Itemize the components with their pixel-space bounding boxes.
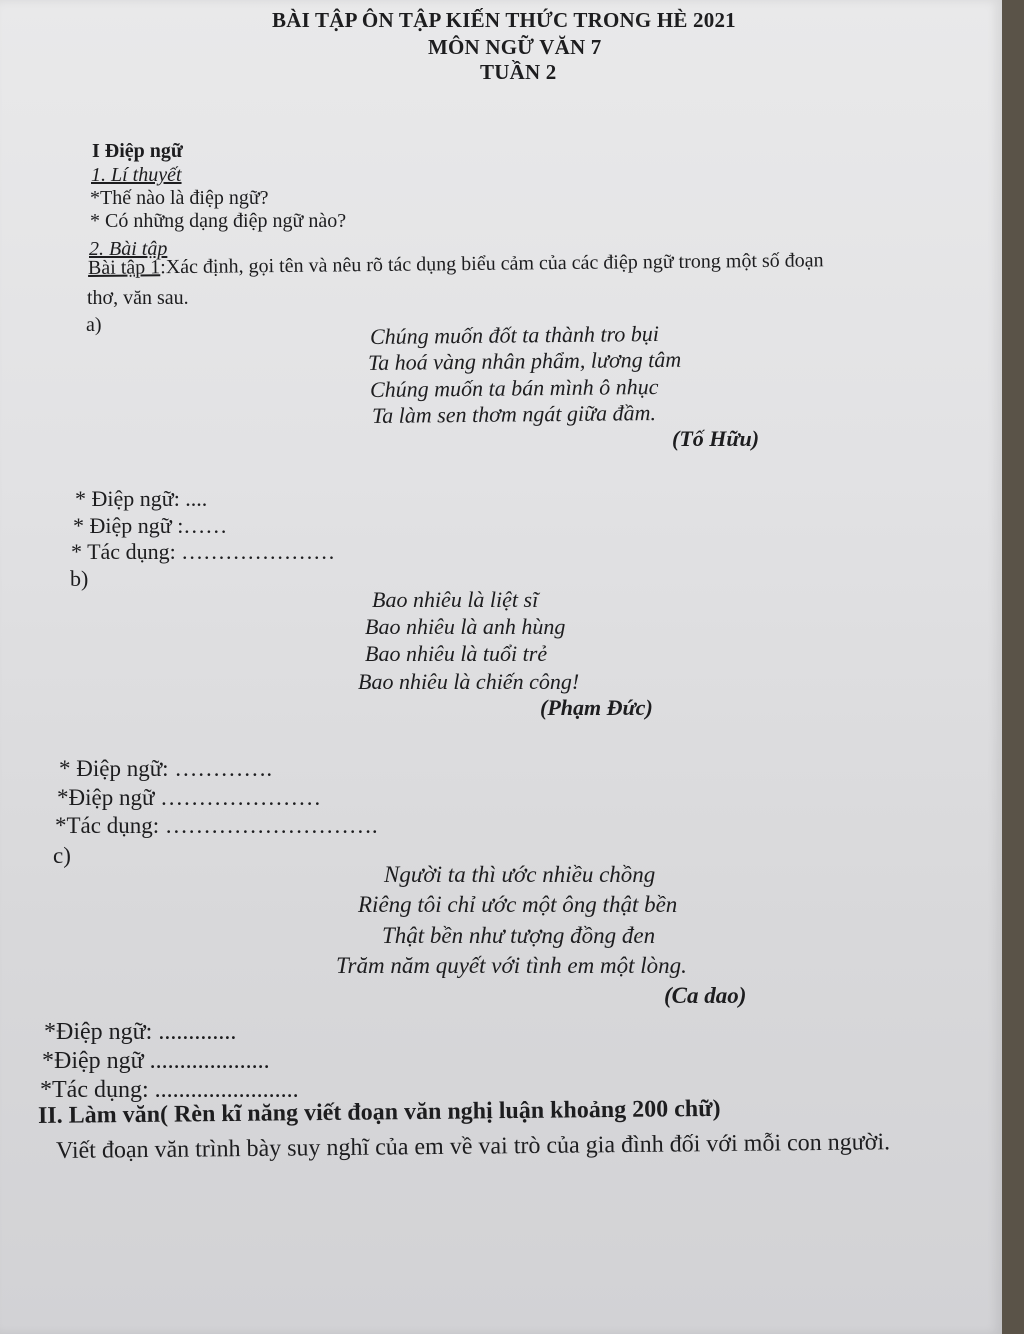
theory-question: * Có những dạng điệp ngữ nào?: [90, 210, 347, 232]
week-title: TUẦN 2: [480, 60, 557, 84]
answer-line: * Điệp ngữ :……: [73, 513, 228, 538]
section-heading: I Điệp ngữ: [92, 140, 183, 162]
poem-line: Chúng muốn đốt ta thành tro bụi: [369, 320, 659, 349]
answer-line: *Tác dụng: ……………………….: [55, 813, 378, 838]
answer-line: *Điệp ngữ: .............: [44, 1019, 237, 1045]
poem-line: Riêng tôi chỉ ước một ông thật bền: [358, 892, 678, 917]
part-label: c): [53, 843, 71, 868]
exercise-text: :Xác định, gọi tên và nêu rõ tác dụng biểu cảm của các điệp ngữ trong một số đoạn: [160, 249, 824, 279]
poem-line: Ta làm sen thơm ngát giữa đầm.: [371, 400, 657, 428]
poem-line: Trăm năm quyết với tình em một lòng.: [336, 953, 687, 978]
exercise-instruction: [88, 249, 824, 280]
poem-line: Bao nhiêu là liệt sĩ: [372, 587, 539, 612]
poem-line: Thật bền như tượng đồng đen: [382, 923, 656, 948]
poem-line: Ta hoá vàng nhân phẩm, lương tâm: [367, 346, 682, 375]
theory-question: *Thế nào là điệp ngữ?: [90, 187, 269, 209]
page-title: BÀI TẬP ÔN TẬP KIẾN THỨC TRONG HÈ 2021: [272, 8, 736, 32]
answer-line: * Điệp ngữ: ………….: [59, 756, 273, 781]
exercise-instruction-cont: thơ, văn sau.: [87, 287, 189, 309]
theory-heading: 1. Lí thuyết: [91, 164, 182, 186]
poem-line: Chúng muốn ta bán mình ô nhục: [369, 373, 659, 402]
poem-line: Bao nhiêu là chiến công!: [358, 669, 580, 694]
poem-author: (Tố Hữu): [672, 426, 760, 451]
poem-line: Bao nhiêu là anh hùng: [365, 614, 566, 639]
answer-line: * Điệp ngữ: ....: [75, 486, 208, 511]
poem-line: Bao nhiêu là tuổi trẻ: [365, 641, 548, 666]
exercise-heading: 2. Bài tập: [89, 238, 168, 260]
essay-prompt: Viết đoạn văn trình bày suy nghĩ của em về vai trò của gia đình đối với mỗi con người.: [55, 1129, 891, 1164]
poem-author: (Phạm Đức): [540, 695, 653, 720]
poem-author: (Ca dao): [664, 983, 747, 1008]
answer-line: *Điệp ngữ …………………: [57, 785, 322, 810]
answer-line: *Điệp ngữ ....................: [42, 1048, 270, 1074]
answer-line: *Tác dụng: ........................: [40, 1077, 299, 1103]
section-heading: II. Làm văn( Rèn kĩ năng viết đoạn văn nghị luận khoảng 200 chữ): [37, 1095, 721, 1129]
part-label: a): [86, 314, 102, 336]
subject-title: MÔN NGỮ VĂN 7: [428, 35, 602, 59]
poem-line: Người ta thì ước nhiều chồng: [384, 862, 656, 887]
answer-line: * Tác dụng: …………………: [71, 539, 336, 564]
exercise-label: Bài tập 1: [87, 256, 161, 279]
part-label: b): [70, 566, 89, 591]
